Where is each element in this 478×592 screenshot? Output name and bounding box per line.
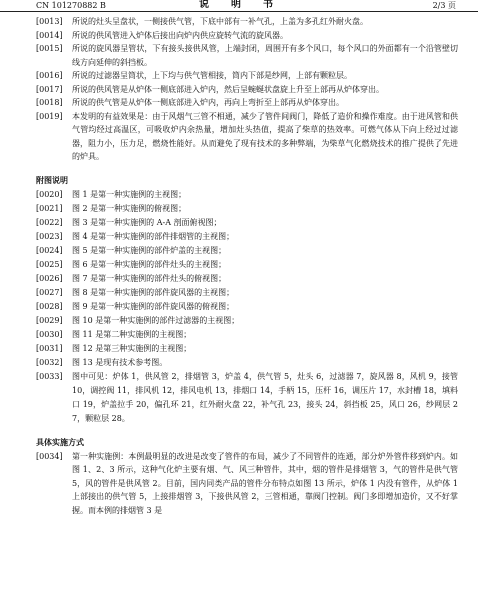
paragraph [36, 29, 458, 43]
paragraph-number: [0016] [36, 71, 63, 80]
paragraph [36, 83, 458, 97]
paragraph-text: 所说的过滤器呈筒状，上下均与供气管相接，筒内下部是纱网，上部有颗粒层。 [72, 71, 352, 80]
figure-list [36, 188, 458, 426]
paragraph-text: 所说的供风管是从炉体一侧底部进入炉内，然后呈蜿蜒状盘旋上升至上部再从炉体穿出。 [72, 84, 384, 94]
paragraph [36, 258, 458, 272]
paragraph [36, 370, 458, 426]
paragraph-text: 图 11 是第二种实施例的主视图； [72, 329, 192, 339]
paragraph-text: 图 12 是第三种实施例的主视图； [72, 343, 192, 353]
paragraph-text: 所说的旋风器呈管状，下有接头接供风管，上端封闭，周围开有多个风口，每个风口的外面都有一个沿管壁切线方向延伸的斜挡板。 [72, 44, 458, 67]
paragraph-text: 图 5 是第一种实施例的部件炉盖的主视图； [72, 245, 227, 255]
paragraph-text: 图 10 是第一种实施例的部件过滤器的主视图； [72, 315, 240, 325]
paragraph [36, 15, 458, 29]
paragraph-number: [0029] [36, 315, 63, 325]
doc-title: 说 明 书 [199, 0, 279, 10]
paragraph [36, 230, 458, 244]
paragraph-group-bottom [36, 450, 458, 518]
paragraph [36, 216, 458, 230]
paragraph [36, 69, 458, 83]
paragraph-text: 图 2 是第一种实施例的俯视图； [72, 203, 187, 213]
paragraph-number: [0019] [36, 111, 63, 121]
paragraph-number: [0014] [36, 30, 63, 40]
paragraph-number: [0013] [36, 17, 63, 26]
paragraph-text: 图 8 是第一种实施例的部件旋风器的主视图； [72, 287, 235, 297]
paragraph-number: [0026] [36, 273, 63, 283]
paragraph-number: [0028] [36, 301, 63, 311]
section-heading-embodiment: 具体实施方式 [36, 436, 84, 447]
page-number: 2/3 页 [432, 1, 456, 10]
paragraph-text: 第一种实施例：本例最明显的改进是改变了管件的布局，减少了不同管件的连通，部分炉外管件移到炉内。如图 1、2、3 所示，这种气化炉主要有烟、气、风三种管件，其中，烟的管件是排烟管 3，气的管件是供气管 5，风的管件是供风管 2。目前，国内同类产品的管件分布特点如图 13 所示，炉体 1 内没有管件，从炉体 1 上部接出的供气管 5，上接排烟管 3，下接供风管 2，三管相通，靠阀门控制。阀门多即增加造价，又不好掌握。而本例的排烟管 3 是 [72, 451, 458, 515]
paragraph [36, 188, 458, 202]
paragraph-number: [0034] [36, 451, 63, 461]
paragraph [36, 42, 458, 69]
paragraph [36, 286, 458, 300]
paragraph-text: 所说的供风管进入炉体后接出向炉内供应旋转气流的旋风器。 [72, 30, 288, 40]
paragraph [36, 96, 458, 110]
paragraph-text: 图 4 是第一种实施例的部件排烟管的主视图； [72, 231, 235, 241]
document-body [36, 15, 458, 517]
paragraph [36, 314, 458, 328]
paragraph-number: [0030] [36, 329, 63, 339]
paragraph-number: [0033] [36, 371, 63, 381]
paragraph-text: 图中可见：炉体 1，供风管 2，排烟管 3，炉盖 4，供气管 5，灶头 6，过滤器 7，旋风器 8，风机 9，接管 10，调控阀 11，排风机 12，排风电机 13，排烟口 14，手柄 15，压杆 16，调压片 17，水封槽 18，填料口 19，炉盖拉手 20，偏孔环 21，红外耐火盘 22，补气孔 23，接头 24，斜挡板 25，风口 26，纱网层 27，颗粒层 28。 [72, 371, 458, 423]
paragraph [36, 272, 458, 286]
paragraph [36, 342, 458, 356]
section-heading-figures: 附图说明 [36, 174, 68, 185]
paragraph-number: [0027] [36, 287, 63, 297]
paragraph-number: [0018] [36, 98, 63, 107]
doc-number: CN 101270882 B [36, 1, 106, 10]
paragraph-group-top [36, 15, 458, 164]
paragraph [36, 328, 458, 342]
paragraph-number: [0022] [36, 217, 63, 227]
paragraph-number: [0025] [36, 259, 63, 269]
paragraph [36, 356, 458, 370]
paragraph-text: 图 13 是现有技术参考图。 [72, 357, 168, 367]
paragraph [36, 110, 458, 164]
paragraph-text: 图 3 是第一种实施例的 A-A 剖面俯视图； [72, 217, 222, 227]
paragraph-number: [0015] [36, 44, 63, 53]
paragraph-text: 图 7 是第一种实施例的部件灶头的俯视图； [72, 273, 227, 283]
paragraph-text: 图 6 是第一种实施例的部件灶头的主视图； [72, 259, 227, 269]
paragraph-number: [0031] [36, 343, 63, 353]
paragraph [36, 450, 458, 518]
paragraph-number: [0017] [36, 84, 63, 94]
paragraph-text: 所说的供气管是从炉体一侧底部进入炉内，再向上弯折至上部再从炉体穿出。 [72, 98, 344, 107]
paragraph-text: 图 9 是第一种实施例的部件旋风器的俯视图； [72, 301, 235, 311]
paragraph-number: [0024] [36, 245, 63, 255]
paragraph [36, 202, 458, 216]
paragraph-text: 所说的灶头呈盘状，一侧接供气管，下底中部有一补气孔，上盖为多孔红外耐火盘。 [72, 17, 368, 26]
page-header [0, 0, 478, 12]
paragraph-number: [0032] [36, 357, 63, 367]
paragraph-number: [0021] [36, 203, 63, 213]
paragraph-text: 图 1 是第一种实施例的主视图； [72, 189, 187, 199]
paragraph-number: [0023] [36, 231, 63, 241]
paragraph [36, 300, 458, 314]
paragraph-text: 本发明的有益效果是：由于风烟气三管不相通，减少了管件间阀门，降低了造价和操作难度。由于进风管和供气管均经过高温区，可吸收炉内余热量，增加灶头热值，提高了柴草的热效率。可燃气体从下向上经过过滤器，阻力小，压力足，燃烧性能好。从而避免了现有技术的多种弊端，为柴草气化燃烧技术的推广提供了先进的炉具。 [72, 111, 458, 161]
paragraph [36, 244, 458, 258]
paragraph-number: [0020] [36, 189, 63, 199]
